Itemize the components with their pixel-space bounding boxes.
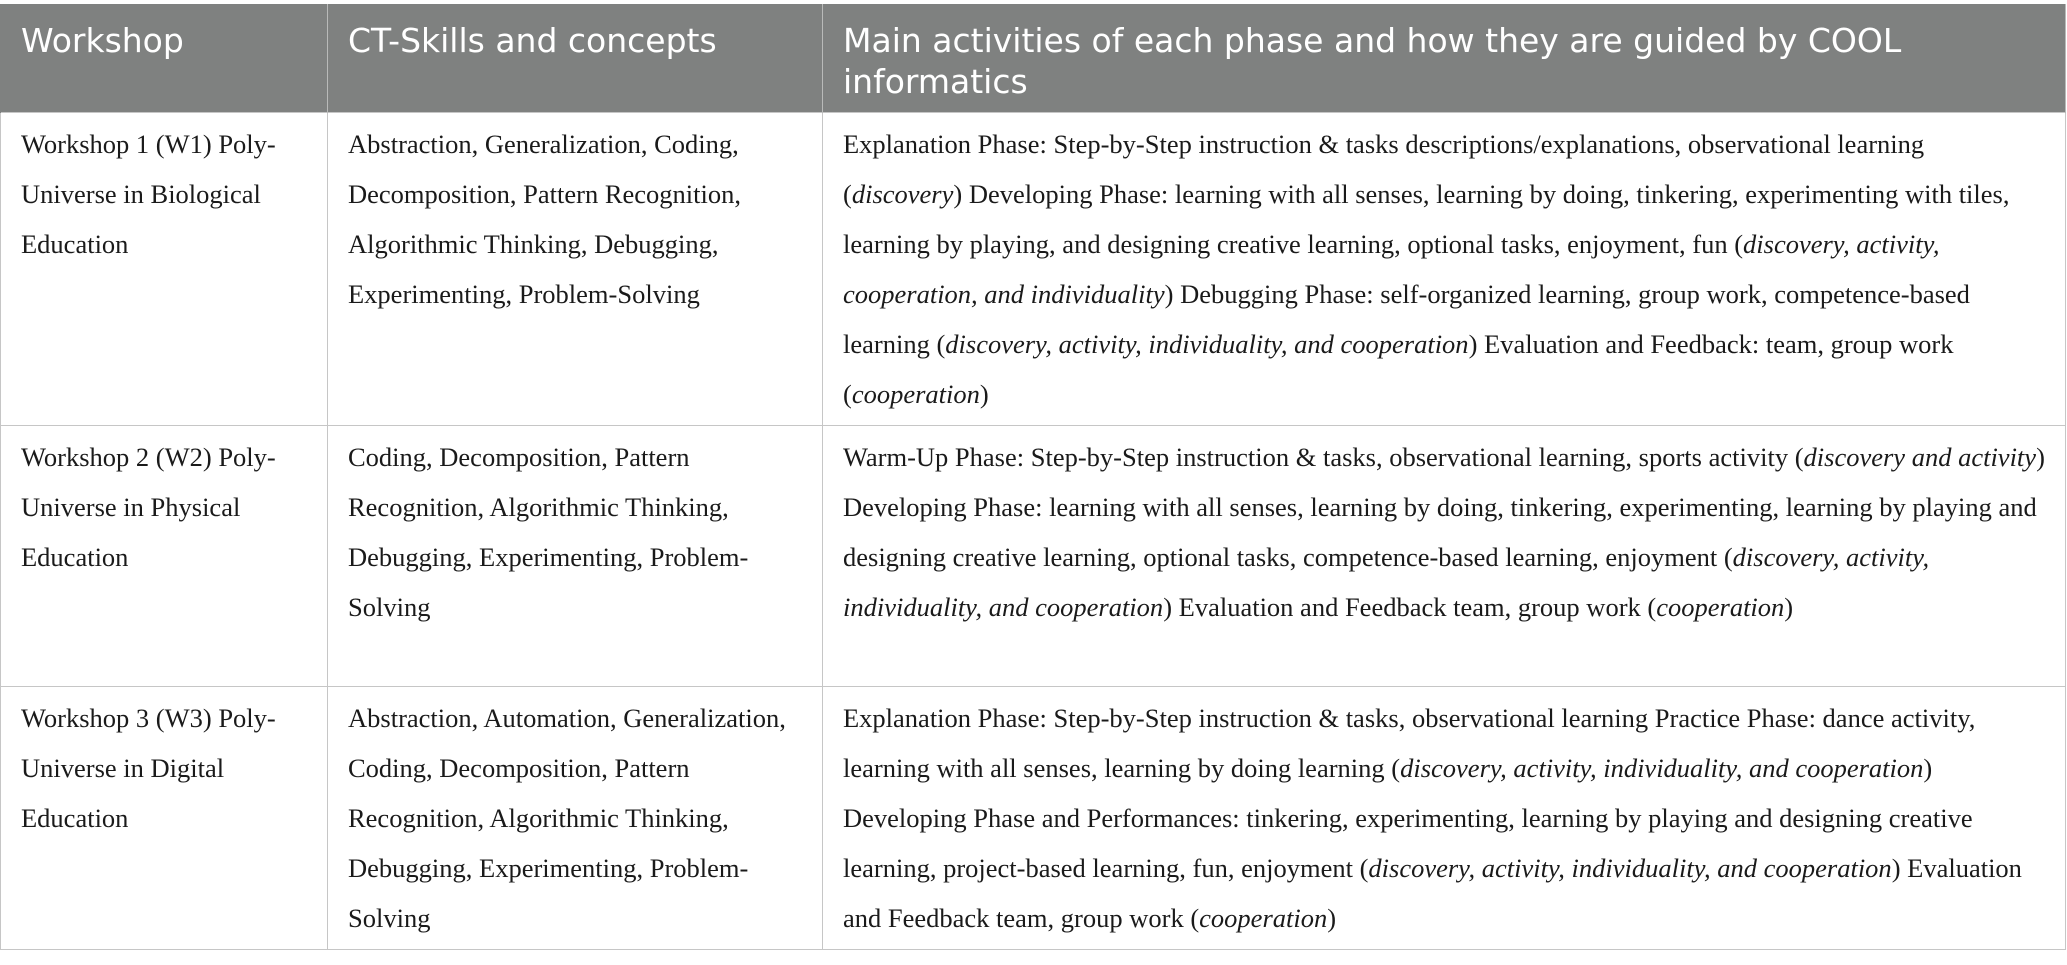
- activities-cell: [823, 687, 2066, 950]
- workshop-cell: Workshop 2 (W2) Poly-Universe in Physical Education: [1, 426, 328, 687]
- workshop-table: [0, 4, 2066, 950]
- workshop-table-container: [0, 4, 2065, 950]
- workshop-cell: Workshop 3 (W3) Poly-Universe in Digital Education: [1, 687, 328, 950]
- activity-text: ): [1327, 903, 1337, 933]
- header-ct-skills: CT-Skills and concepts: [328, 4, 823, 113]
- activity-guidance-italic: cooperation: [1199, 903, 1328, 933]
- activities-cell: [823, 113, 2066, 426]
- skills-cell: Abstraction, Generalization, Coding, Decomposition, Pattern Recognition, Algorithmic Thinking, Debugging, Experimenting, Problem-Solving: [328, 113, 823, 426]
- activity-text: ) Evaluation and Feedback: team, group work (: [843, 329, 1954, 409]
- table-row: [1, 426, 2066, 687]
- activity-text: ): [1784, 592, 1794, 622]
- activity-guidance-italic: discovery, activity, individuality, and cooperation: [1368, 853, 1892, 883]
- skills-cell: Coding, Decomposition, Pattern Recognition, Algorithmic Thinking, Debugging, Experimenting, Problem-Solving: [328, 426, 823, 687]
- activity-text: ): [979, 379, 989, 409]
- activity-guidance-italic: discovery, activity, cooperation, and individuality: [843, 229, 1940, 309]
- skills-cell: Abstraction, Automation, Generalization, Coding, Decomposition, Pattern Recognition, Algorithmic Thinking, Debugging, Experimenting, Problem-Solving: [328, 687, 823, 950]
- activity-guidance-italic: discovery, activity, individuality, and cooperation: [945, 329, 1469, 359]
- header-main-activities: Main activities of each phase and how they are guided by COOL informatics: [823, 4, 2066, 113]
- activity-guidance-italic: discovery, activity, individuality, and cooperation: [1400, 753, 1924, 783]
- activity-text: ) Developing Phase: learning with all senses, learning by doing, tinkering, experimenting with tiles, learning by playing, and designing creative learning, optional tasks, enjoyment, fun (: [843, 179, 2010, 259]
- table-row: [1, 687, 2066, 950]
- activity-text: ) Evaluation and Feedback team, group work (: [843, 853, 2022, 933]
- activity-text: ) Developing Phase: learning with all senses, learning by doing, tinkering, experimenting, learning by playing and designing creative learning, optional tasks, competence-based learning, enjoyment (: [843, 442, 2045, 572]
- activity-guidance-italic: discovery: [851, 179, 954, 209]
- activity-text: Explanation Phase: Step-by-Step instruction & tasks descriptions/explanations, observational learning (: [843, 129, 1925, 209]
- table-row: [1, 113, 2066, 426]
- table-header: [1, 4, 2066, 113]
- activities-cell: [823, 426, 2066, 687]
- activity-text: Warm-Up Phase: Step-by-Step instruction & tasks, observational learning, sports activity (: [843, 442, 1804, 472]
- activity-text: ) Evaluation and Feedback team, group work (: [1163, 592, 1657, 622]
- activity-guidance-italic: discovery, activity, individuality, and cooperation: [843, 542, 1930, 622]
- header-row: [1, 4, 2066, 113]
- activity-guidance-italic: discovery and activity: [1803, 442, 2037, 472]
- activity-text: ) Developing Phase and Performances: tinkering, experimenting, learning by playing and designing creative learning, project-based learning, fun, enjoyment (: [843, 753, 1973, 883]
- activity-guidance-italic: cooperation: [851, 379, 980, 409]
- header-workshop: Workshop: [1, 4, 328, 113]
- activity-text: ) Debugging Phase: self-organized learning, group work, competence-based learning (: [843, 279, 1970, 359]
- activity-text: Explanation Phase: Step-by-Step instruction & tasks, observational learning Practice Phase: dance activity, learning with all senses, learning by doing learning (: [843, 703, 1976, 783]
- activity-guidance-italic: cooperation: [1656, 592, 1785, 622]
- table-body: [1, 113, 2066, 950]
- workshop-cell: Workshop 1 (W1) Poly-Universe in Biological Education: [1, 113, 328, 426]
